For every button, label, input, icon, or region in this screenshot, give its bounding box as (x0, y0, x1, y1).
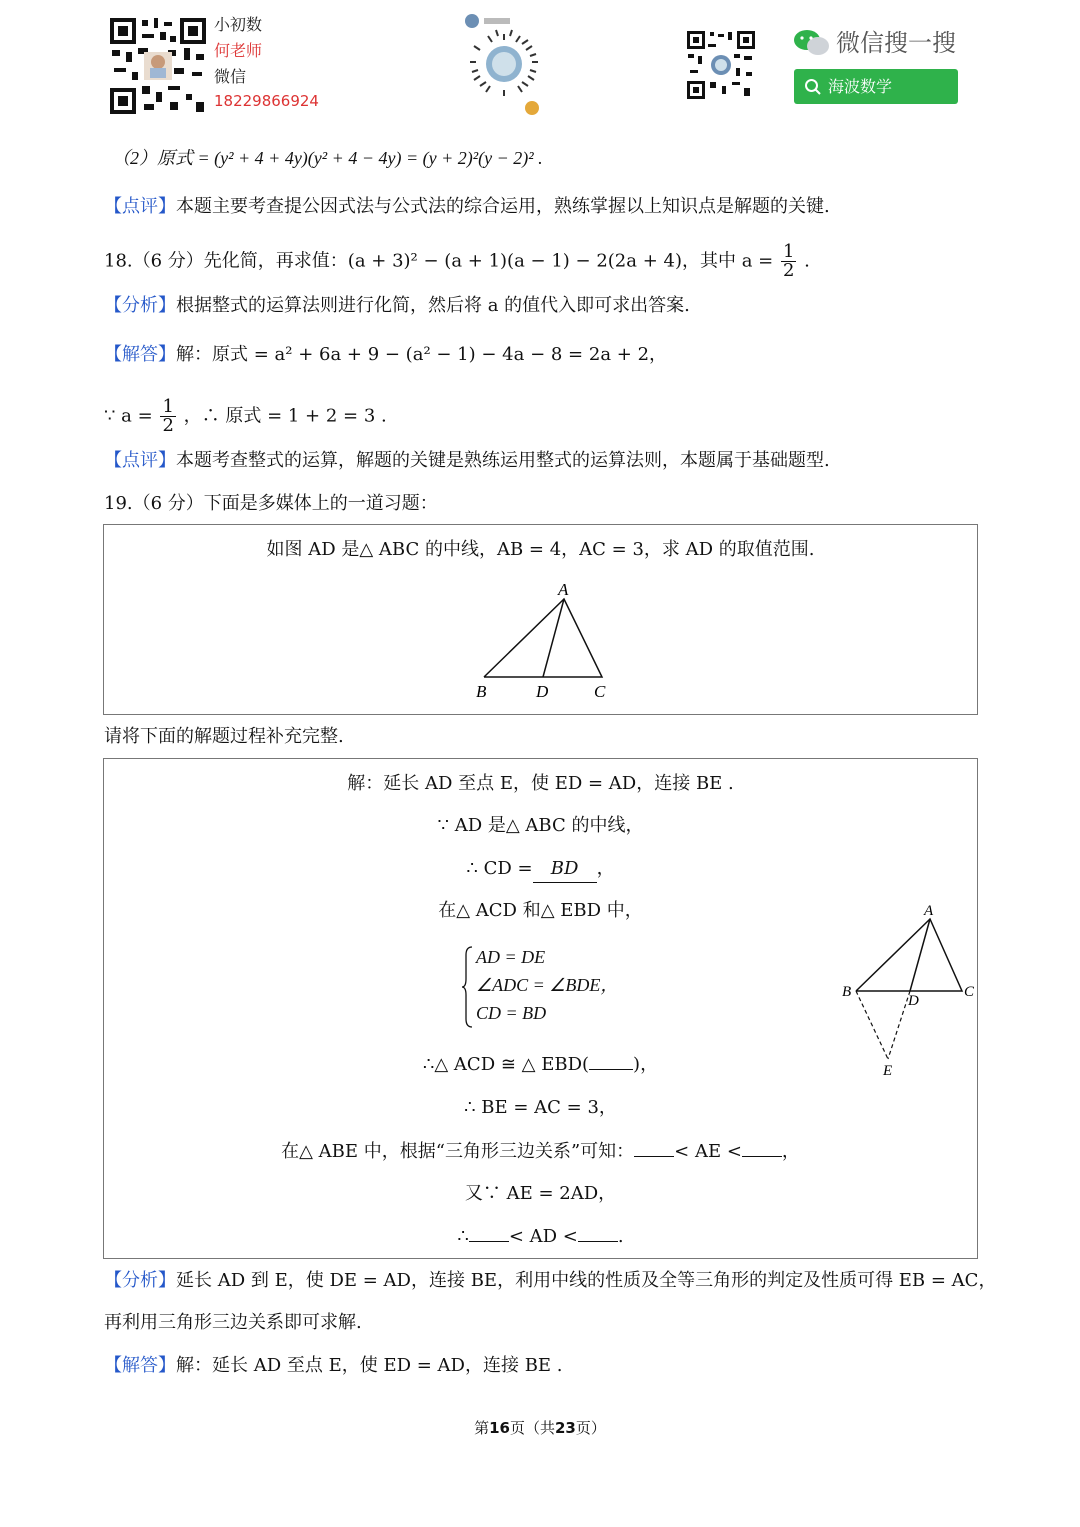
sol-step-6: ∴ BE = AC = 3， (464, 1097, 617, 1118)
sys-eq-1: AD = DE (476, 947, 546, 967)
label-c: C (594, 682, 606, 701)
median-ad-2 (910, 919, 930, 991)
wechat-logo-icon (792, 28, 832, 58)
blank-cd: BD (533, 856, 597, 883)
fraction-half-2: $\frac{1}{2}$ (162, 396, 174, 436)
blank-lower-ad (469, 1241, 509, 1242)
sol-step-8: 又∵ AE = 2AD， (464, 1183, 617, 1204)
problem-box (103, 524, 978, 715)
label-a: A (558, 581, 569, 599)
median-ad (543, 599, 564, 677)
sol-step-7: 在△ ABE 中，根据“三角形三边关系”可知： < AE < ， (281, 1141, 800, 1162)
sol-step-2: ∵ AD 是△ ABC 的中线， (437, 815, 644, 836)
analysis-18: 【分析】根据整式的运算法则进行化简，然后将 a 的值代入即可求出答案. (104, 295, 690, 316)
header-contact (214, 12, 319, 112)
qr-code-icon (108, 16, 208, 116)
label-b-2: B (842, 984, 852, 1000)
equation-system (462, 943, 618, 1027)
analysis-19: 【分析】延长 AD 到 E，使 DE = AD，连接 BE，利用中线的性质及全等三角形的判定及性质可得 EB = AC， (104, 1270, 997, 1291)
problem-question: 如图 AD 是△ ABC 的中线，AB = 4，AC = 3，求 AD 的取值范围. (266, 539, 815, 560)
wechat-search-label: 海波数学 (828, 77, 893, 96)
tag-analysis: 【分析】 (104, 295, 176, 316)
segment-be (856, 991, 888, 1059)
tag-comment: 【点评】 (104, 196, 176, 217)
page-number: 16 (489, 1419, 510, 1437)
triangle-figure (464, 581, 624, 705)
page-footer: 第16页（共23页） (474, 1419, 606, 1437)
sol-step-5: ∴△ ACD ≅ △ EBD( )， (422, 1054, 659, 1075)
sys-eq-3: CD = BD (476, 1003, 547, 1023)
blank-lower-ae (634, 1156, 674, 1157)
tag-answer: 【解答】 (104, 344, 176, 365)
blank-congruence (589, 1069, 633, 1070)
brace-icon (462, 945, 474, 1029)
blank-upper-ad (578, 1241, 618, 1242)
line-solution-2: （2）原式 = (y² + 4 + 4y)(y² + 4 − 4y) = (y + 2)²(y − 2)² . (112, 148, 543, 168)
triangle-abc-edges (856, 919, 962, 991)
label-a-2: A (924, 903, 934, 919)
header-line-2: 何老师 (214, 41, 263, 60)
blank-upper-ae (742, 1156, 782, 1157)
segment-de (888, 991, 910, 1059)
problem-19: 19.（6 分）下面是多媒体上的一道习题： (104, 493, 438, 514)
answer-19: 【解答】解：延长 AD 至点 E，使 ED = AD，连接 BE . (104, 1355, 563, 1376)
header-line-1: 小初数 (214, 15, 263, 34)
search-icon (804, 78, 822, 96)
comment-18: 【点评】本题考查整式的运算，解题的关键是熟练运用整式的运算法则，本题属于基础题型. (104, 450, 830, 471)
solution-box (103, 758, 978, 1259)
sol-step-1: 解：延长 AD 至点 E，使 ED = AD，连接 BE . (347, 773, 734, 794)
label-b: B (476, 682, 487, 701)
label-e: E (883, 1063, 893, 1079)
wechat-search-button[interactable] (794, 69, 958, 104)
tag-comment-2: 【点评】 (104, 450, 176, 471)
comment-1: 【点评】本题主要考查提公因式法与公式法的综合运用，熟练掌握以上知识点是解题的关键. (104, 196, 830, 217)
problem-18: 18.（6 分）先化简，再求值：(a + 3)² − (a + 1)(a − 1) − 2(2a + 4)，其中 a = $\frac{1}{2}$ . (104, 241, 810, 281)
extended-triangle-figure (834, 899, 974, 1079)
qr-code-icon-2 (686, 30, 756, 100)
answer-18: 【解答】解：原式 = a² + 6a + 9 − (a² − 1) − 4a − 8 = 2a + 2， (104, 344, 668, 365)
sol-step-3: ∴ CD = BD ， (104, 856, 977, 883)
instruction: 请将下面的解题过程补充完整. (104, 726, 344, 747)
fraction-half: $\frac{1}{2}$ (782, 241, 795, 281)
wechat-search-title: 微信搜一搜 (836, 29, 956, 57)
label-c-2: C (964, 984, 974, 1000)
label-d-2: D (908, 993, 919, 1009)
sol-step-4: 在△ ACD 和△ EBD 中， (438, 900, 643, 921)
mini-program-code-icon (462, 12, 546, 118)
header-line-3: 微信 (214, 67, 247, 86)
triangle-edges (484, 599, 602, 677)
label-d: D (536, 682, 549, 701)
sol-step-9: ∴ < AD < . (457, 1226, 624, 1247)
answer-18-continued: ∵ a = $\frac{1}{2}$ ，∴ 原式 = 1 + 2 = 3 . (104, 396, 387, 436)
tag-answer-2: 【解答】 (104, 1355, 176, 1376)
analysis-19-continued: 再利用三角形三边关系即可求解. (104, 1312, 362, 1333)
sys-eq-2: ∠ADC = ∠BDE， (476, 975, 619, 995)
tag-analysis-2: 【分析】 (104, 1270, 176, 1291)
header-phone: 18229866924 (214, 92, 319, 110)
page-total: 23 (555, 1419, 576, 1437)
